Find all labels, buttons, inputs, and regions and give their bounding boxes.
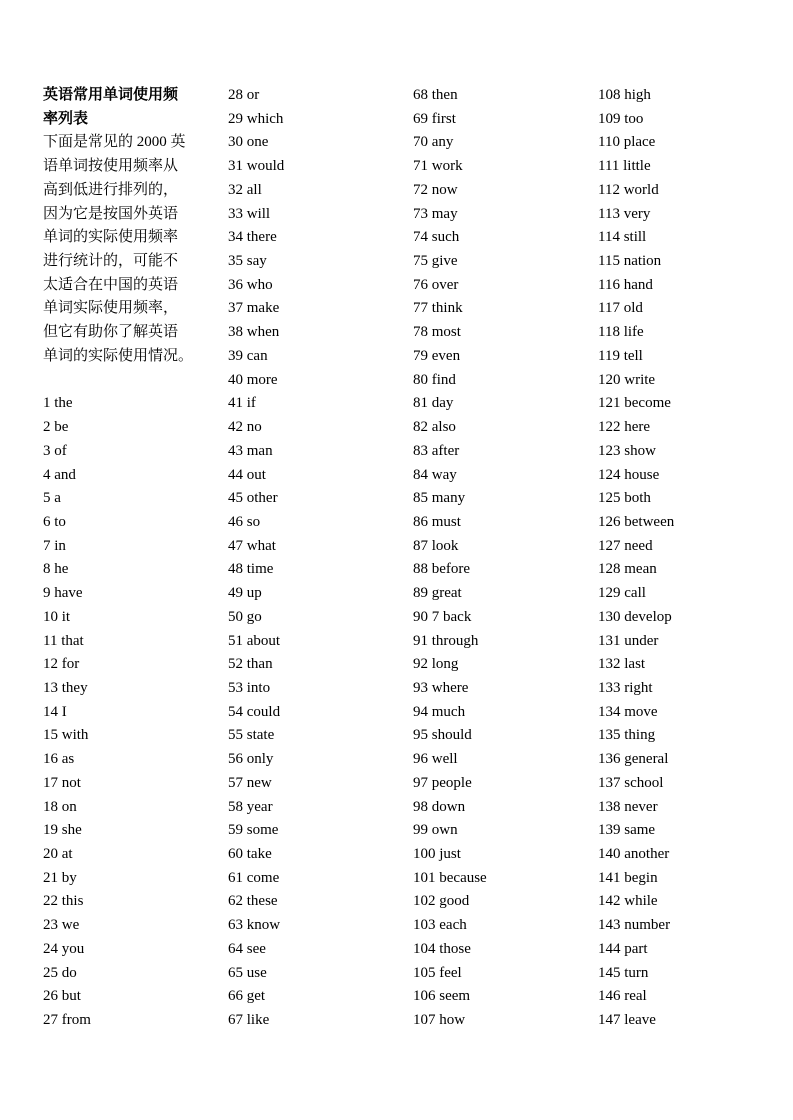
word-entry: 76 over bbox=[413, 276, 459, 293]
intro-line: 但它有助你了解英语 bbox=[43, 324, 179, 341]
word-entry: 31 would bbox=[228, 158, 285, 175]
word-entry: 36 who bbox=[228, 276, 273, 293]
word-entry: 26 but bbox=[43, 988, 81, 1005]
document-title-line-2: 率列表 bbox=[43, 110, 89, 127]
word-entry: 114 still bbox=[598, 229, 647, 246]
word-entry: 43 man bbox=[228, 442, 273, 459]
word-entry: 62 these bbox=[228, 893, 278, 910]
word-entry: 131 under bbox=[598, 632, 659, 649]
word-entry: 106 seem bbox=[413, 988, 471, 1005]
word-entry: 115 nation bbox=[598, 253, 662, 270]
word-entry: 124 house bbox=[598, 466, 660, 483]
word-entry: 133 right bbox=[598, 679, 653, 696]
column-1 bbox=[43, 84, 213, 1033]
word-entry: 89 great bbox=[413, 585, 462, 602]
word-entry: 135 thing bbox=[598, 727, 656, 744]
word-entry: 130 develop bbox=[598, 608, 672, 625]
word-entry: 15 with bbox=[43, 727, 89, 744]
word-entry: 10 it bbox=[43, 608, 71, 625]
word-entry: 42 no bbox=[228, 419, 262, 436]
word-entry: 143 number bbox=[598, 917, 671, 934]
word-entry: 111 little bbox=[598, 158, 651, 175]
word-entry: 144 part bbox=[598, 940, 648, 957]
word-entry: 63 know bbox=[228, 917, 281, 934]
word-entry: 7 in bbox=[43, 537, 66, 554]
word-entry: 17 not bbox=[43, 774, 81, 791]
word-entry: 61 come bbox=[228, 869, 280, 886]
intro-line: 因为它是按国外英语 bbox=[43, 205, 179, 222]
word-list-column-3 bbox=[413, 84, 593, 1033]
word-entry: 80 find bbox=[413, 371, 456, 388]
word-entry: 108 high bbox=[598, 87, 651, 103]
word-entry: 5 a bbox=[43, 490, 61, 507]
word-entry: 56 only bbox=[228, 751, 274, 768]
word-entry: 39 can bbox=[228, 347, 268, 364]
word-entry: 126 between bbox=[598, 513, 675, 530]
word-entry: 85 many bbox=[413, 490, 466, 507]
word-entry: 90 7 back bbox=[413, 608, 472, 625]
word-entry: 129 call bbox=[598, 585, 646, 602]
word-entry: 21 by bbox=[43, 869, 77, 886]
document-title-line-1: 英语常用单词使用频 bbox=[43, 87, 179, 103]
word-entry: 54 could bbox=[228, 703, 281, 720]
word-entry: 41 if bbox=[228, 395, 256, 412]
word-entry: 38 when bbox=[228, 324, 280, 341]
word-entry: 138 never bbox=[598, 798, 658, 815]
word-entry: 128 mean bbox=[598, 561, 657, 578]
word-entry: 65 use bbox=[228, 964, 267, 981]
word-entry: 113 very bbox=[598, 205, 651, 222]
word-entry: 9 have bbox=[43, 585, 83, 602]
word-entry: 33 will bbox=[228, 205, 271, 222]
word-entry: 100 just bbox=[413, 846, 461, 862]
word-entry: 44 out bbox=[228, 466, 266, 483]
intro-line: 单词实际使用频率， bbox=[43, 300, 179, 317]
word-entry: 57 new bbox=[228, 774, 272, 791]
word-entry: 78 most bbox=[413, 324, 461, 341]
word-entry: 86 must bbox=[413, 513, 461, 530]
word-entry: 6 to bbox=[43, 513, 66, 530]
word-entry: 87 look bbox=[413, 537, 459, 554]
word-entry: 84 way bbox=[413, 466, 457, 483]
word-entry: 97 people bbox=[413, 774, 472, 791]
word-entry: 134 move bbox=[598, 703, 658, 720]
word-entry: 141 begin bbox=[598, 869, 658, 886]
word-entry: 137 school bbox=[598, 774, 664, 791]
word-entry: 145 turn bbox=[598, 964, 649, 981]
word-entry: 34 there bbox=[228, 229, 277, 246]
word-list-column-2 bbox=[228, 84, 408, 1033]
word-entry: 104 those bbox=[413, 940, 471, 957]
word-entry: 24 you bbox=[43, 940, 85, 957]
word-entry: 71 work bbox=[413, 158, 463, 175]
intro-line: 高到低进行排列的， bbox=[43, 181, 179, 198]
word-entry: 30 one bbox=[228, 134, 269, 151]
word-entry: 120 write bbox=[598, 371, 656, 388]
word-entry: 64 see bbox=[228, 940, 266, 957]
word-entry: 58 year bbox=[228, 798, 273, 815]
word-entry: 116 hand bbox=[598, 276, 653, 293]
word-entry: 136 general bbox=[598, 751, 669, 768]
word-entry: 103 each bbox=[413, 917, 467, 934]
word-entry: 79 even bbox=[413, 347, 461, 364]
word-entry: 22 this bbox=[43, 893, 84, 910]
word-entry: 94 much bbox=[413, 703, 466, 720]
word-entry: 70 any bbox=[413, 134, 454, 151]
word-entry: 59 some bbox=[228, 822, 279, 839]
word-entry: 81 day bbox=[413, 395, 454, 412]
word-entry: 29 which bbox=[228, 110, 284, 127]
intro-line: 下面是常见的 2000 英 bbox=[43, 134, 186, 151]
word-entry: 73 may bbox=[413, 205, 458, 222]
word-entry: 53 into bbox=[228, 679, 271, 696]
word-entry: 109 too bbox=[598, 110, 644, 127]
word-entry: 60 take bbox=[228, 846, 272, 862]
word-entry: 23 we bbox=[43, 917, 80, 934]
word-entry: 102 good bbox=[413, 893, 470, 910]
word-entry: 98 down bbox=[413, 798, 466, 815]
word-entry: 12 for bbox=[43, 656, 80, 673]
word-entry: 32 all bbox=[228, 181, 262, 198]
word-entry: 46 so bbox=[228, 513, 261, 530]
word-entry: 68 then bbox=[413, 87, 458, 103]
word-entry: 146 real bbox=[598, 988, 647, 1005]
word-entry: 72 now bbox=[413, 181, 458, 198]
word-entry: 123 show bbox=[598, 442, 656, 459]
word-entry: 1 the bbox=[43, 395, 73, 412]
word-entry: 82 also bbox=[413, 419, 456, 436]
word-entry: 28 or bbox=[228, 87, 260, 103]
word-entry: 69 first bbox=[413, 110, 456, 127]
word-entry: 8 he bbox=[43, 561, 69, 578]
word-entry: 11 that bbox=[43, 632, 84, 649]
word-entry: 99 own bbox=[413, 822, 458, 839]
intro-line: 太适合在中国的英语 bbox=[43, 276, 179, 293]
word-entry: 67 like bbox=[228, 1012, 270, 1029]
word-list-column-4 bbox=[598, 84, 778, 1033]
word-entry: 101 because bbox=[413, 869, 487, 886]
word-entry: 83 after bbox=[413, 442, 460, 459]
column-3 bbox=[413, 84, 593, 1033]
word-entry: 92 long bbox=[413, 656, 459, 673]
column-2 bbox=[228, 84, 408, 1033]
word-entry: 66 get bbox=[228, 988, 266, 1005]
intro-line: 单词的实际使用情况。 bbox=[43, 347, 194, 364]
intro-line: 语单词按使用频率从 bbox=[43, 158, 179, 175]
word-entry: 40 more bbox=[228, 371, 278, 388]
word-entry: 19 she bbox=[43, 822, 82, 839]
word-entry: 110 place bbox=[598, 134, 656, 151]
word-entry: 117 old bbox=[598, 300, 643, 317]
word-entry: 118 life bbox=[598, 324, 644, 341]
word-entry: 48 time bbox=[228, 561, 274, 578]
word-entry: 122 here bbox=[598, 419, 651, 436]
intro-paragraph bbox=[43, 131, 213, 368]
word-entry: 140 another bbox=[598, 846, 670, 862]
word-entry: 96 well bbox=[413, 751, 458, 768]
word-entry: 147 leave bbox=[598, 1012, 656, 1029]
intro-line: 单词的实际使用频率 bbox=[43, 229, 179, 246]
word-entry: 105 feel bbox=[413, 964, 462, 981]
spacer bbox=[43, 369, 213, 393]
word-entry: 107 how bbox=[413, 1012, 466, 1029]
word-entry: 20 at bbox=[43, 846, 73, 862]
word-entry: 45 other bbox=[228, 490, 278, 507]
word-entry: 35 say bbox=[228, 253, 267, 270]
word-entry: 4 and bbox=[43, 466, 76, 483]
word-list-column-1 bbox=[43, 392, 213, 1032]
word-entry: 121 become bbox=[598, 395, 671, 412]
word-entry: 93 where bbox=[413, 679, 469, 696]
word-entry: 91 through bbox=[413, 632, 479, 649]
intro-line: 进行统计的，可能不 bbox=[43, 253, 179, 270]
word-entry: 139 same bbox=[598, 822, 656, 839]
word-entry: 3 of bbox=[43, 442, 67, 459]
word-entry: 52 than bbox=[228, 656, 273, 673]
column-4 bbox=[598, 84, 778, 1033]
word-entry: 77 think bbox=[413, 300, 463, 317]
word-entry: 27 from bbox=[43, 1012, 91, 1029]
word-entry: 142 while bbox=[598, 893, 658, 910]
word-entry: 125 both bbox=[598, 490, 651, 507]
word-entry: 49 up bbox=[228, 585, 262, 602]
word-entry: 88 before bbox=[413, 561, 471, 578]
word-entry: 47 what bbox=[228, 537, 276, 554]
word-entry: 14 I bbox=[43, 703, 67, 720]
word-entry: 50 go bbox=[228, 608, 262, 625]
word-entry: 95 should bbox=[413, 727, 472, 744]
word-entry: 132 last bbox=[598, 656, 646, 673]
word-entry: 2 be bbox=[43, 419, 69, 436]
word-entry: 51 about bbox=[228, 632, 281, 649]
word-entry: 18 on bbox=[43, 798, 77, 815]
word-entry: 119 tell bbox=[598, 347, 643, 364]
word-entry: 25 do bbox=[43, 964, 77, 981]
word-entry: 13 they bbox=[43, 679, 88, 696]
word-entry: 127 need bbox=[598, 537, 653, 554]
word-entry: 74 such bbox=[413, 229, 460, 246]
word-entry: 112 world bbox=[598, 181, 659, 198]
word-entry: 16 as bbox=[43, 751, 75, 768]
word-entry: 37 make bbox=[228, 300, 280, 317]
word-entry: 75 give bbox=[413, 253, 458, 270]
word-entry: 55 state bbox=[228, 727, 275, 744]
